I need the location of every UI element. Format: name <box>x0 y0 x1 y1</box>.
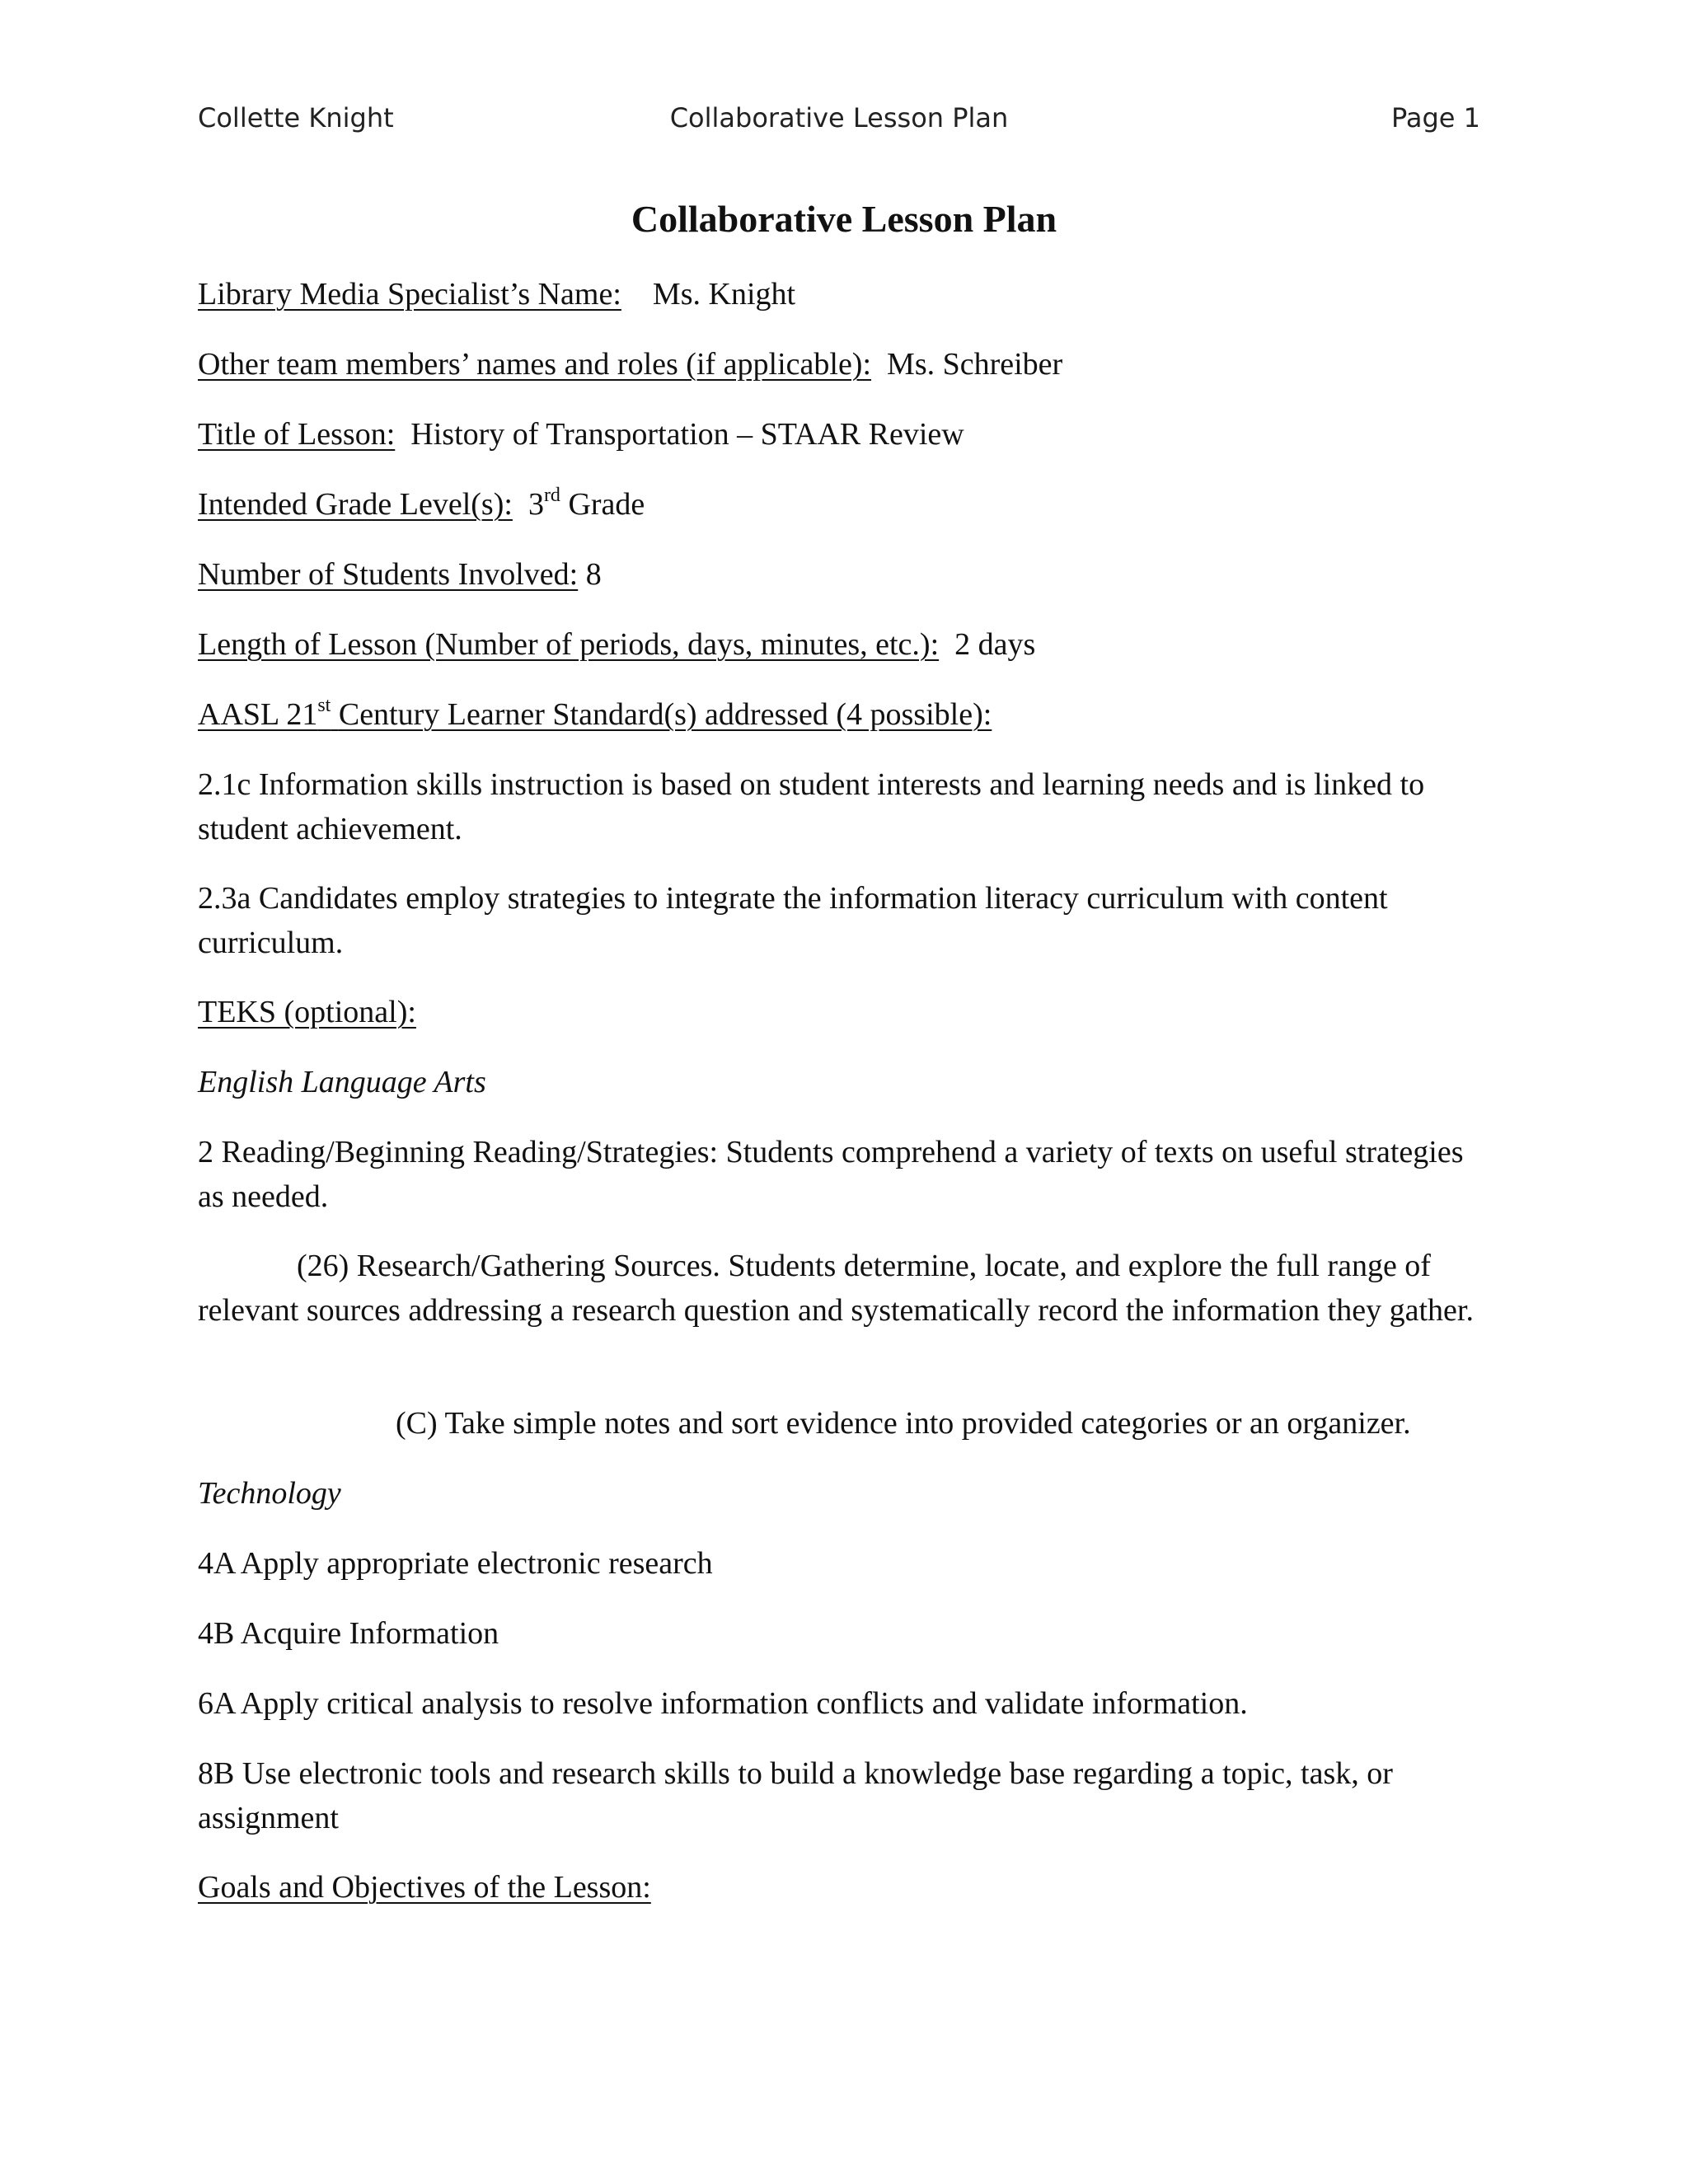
ela-sub-sub-item: (C) Take simple notes and sort evidence into provided categories or an organizer. <box>396 1406 1411 1441</box>
aasl-rest: Century Learner Standard(s) addressed (4 possible): <box>338 697 992 732</box>
lesson-title-value: History of Transportation – STAAR Review <box>410 417 964 452</box>
aasl-prefix: AASL 21 <box>198 697 318 732</box>
students-field <box>198 552 1492 597</box>
specialist-value: Ms. Knight <box>652 277 796 312</box>
lesson-title-label: Title of Lesson: <box>198 417 396 452</box>
technology-heading: Technology <box>198 1476 341 1511</box>
aasl-sup: st <box>317 695 331 716</box>
document-title: Collaborative Lesson Plan <box>631 198 1057 240</box>
aasl-standard-1: 2.1c Information skills instruction is based on student interests and learning needs and is linked to student achievement. <box>198 767 1425 846</box>
running-header <box>198 97 1480 138</box>
ela-sub-item: (26) Research/Gathering Sources. Students determine, locate, and explore the full range of relevant sources addressing a research question and systematically record the information they gather. <box>198 1249 1474 1328</box>
students-label: Number of Students Involved: <box>198 557 579 592</box>
grade-label: Intended Grade Level(s): <box>198 487 513 522</box>
aasl-standard-2: 2.3a Candidates employ strategies to integrate the information literacy curriculum with content curriculum. <box>198 881 1388 960</box>
header-author: Collette Knight <box>198 102 394 134</box>
lesson-length-field <box>198 622 1492 667</box>
grade-word: Grade <box>568 487 645 522</box>
team-members-field <box>198 342 1492 387</box>
team-label: Other team members’ names and roles (if applicable): <box>198 347 872 382</box>
tech-item-6a: 6A Apply critical analysis to resolve information conflicts and validate information. <box>198 1686 1248 1721</box>
tech-item-8b: 8B Use electronic tools and research skills to build a knowledge base regarding a topic, task, or assignment <box>198 1756 1393 1835</box>
aasl-heading <box>198 692 1492 737</box>
length-label: Length of Lesson (Number of periods, days, minutes, etc.): <box>198 627 940 662</box>
tech-item-4b: 4B Acquire Information <box>198 1616 499 1651</box>
ela-heading: English Language Arts <box>198 1065 486 1099</box>
length-value: 2 days <box>954 627 1036 662</box>
teks-label: TEKS (optional): <box>198 995 416 1029</box>
grade-level-field <box>198 482 1492 527</box>
team-value: Ms. Schreiber <box>887 347 1063 382</box>
lesson-title-field <box>198 412 1492 457</box>
tech-item-4a: 4A Apply appropriate electronic research <box>198 1546 713 1581</box>
specialist-label: Library Media Specialist’s Name: <box>198 277 621 312</box>
ela-item: 2 Reading/Beginning Reading/Strategies: Students comprehend a variety of texts on useful strategies as needed. <box>198 1135 1464 1214</box>
grade-suffix: rd <box>543 485 560 506</box>
specialist-field <box>198 272 1492 316</box>
header-page-number: Page 1 <box>1391 102 1480 134</box>
header-doc-name: Collaborative Lesson Plan <box>669 102 1009 134</box>
grade-number: 3 <box>528 487 544 522</box>
students-value: 8 <box>585 557 602 592</box>
goals-label: Goals and Objectives of the Lesson: <box>198 1870 651 1905</box>
